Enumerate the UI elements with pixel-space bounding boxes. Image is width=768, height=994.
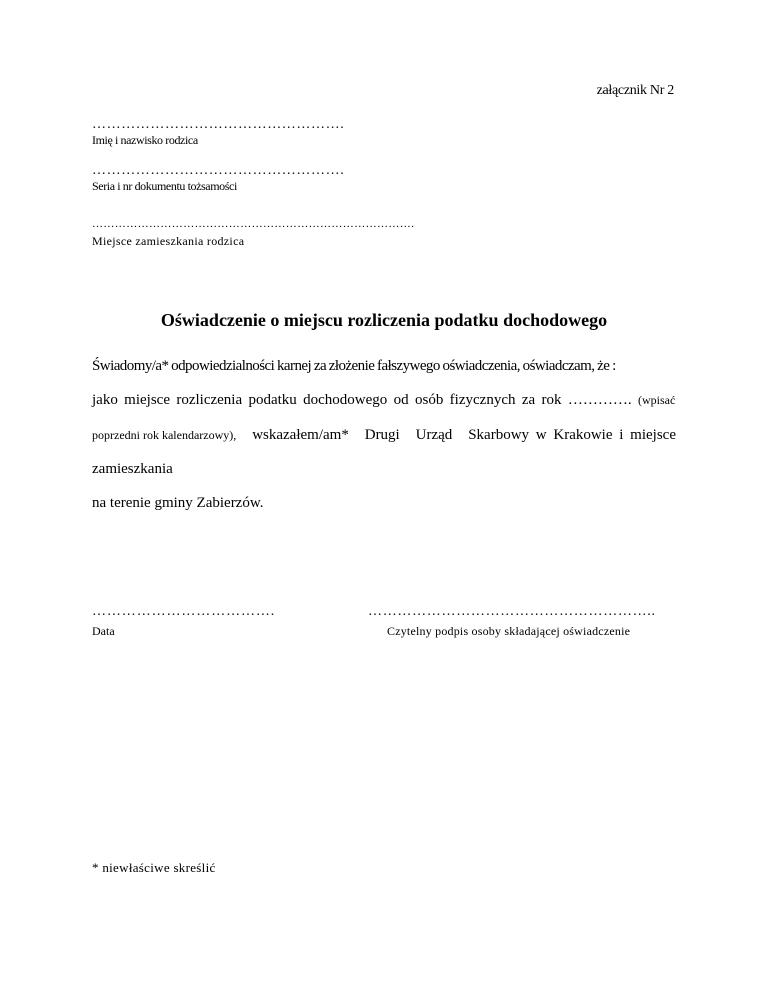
office-location: Skarbowy w Krakowie i miejsce — [468, 427, 676, 443]
statement-line-3 — [92, 427, 676, 444]
date-label: Data — [92, 624, 115, 638]
parent-name-dots: ……………………………………………. — [92, 117, 345, 132]
statement-line-2 — [92, 392, 675, 409]
residence-label: Miejsce zamieszkania rodzica — [92, 234, 245, 248]
statement-line-5: na terenie gminy Zabierzów. — [92, 495, 264, 511]
footnote: * niewłaściwe skreślić — [92, 860, 216, 875]
previous-year-note: poprzedni rok kalendarzowy), — [92, 428, 237, 442]
attachment-number: załącznik Nr 2 — [596, 83, 674, 98]
parent-name-label: Imię i nazwisko rodzica — [92, 133, 198, 147]
office-word-urzad: Urząd — [415, 427, 453, 443]
statement-line-2-note: (wpisać — [637, 393, 676, 407]
statement-line-2-main: jako miejsce rozliczenia podatku dochodowego od osób fizycznych za rok …………. — [92, 392, 632, 408]
date-dots: ………………………………. — [92, 604, 276, 619]
office-word-drugi: Drugi — [364, 427, 400, 443]
statement-line-4: zamieszkania — [92, 461, 173, 477]
declared-word: wskazałem/am* — [252, 427, 349, 443]
residence-dots: …………………………………………………………………………. — [92, 218, 415, 230]
document-title: Oświadczenie o miejscu rozliczenia podatku dochodowego — [160, 310, 608, 330]
statement-line-1: Świadomy/a* odpowiedzialności karnej za złożenie fałszywego oświadczenia, oświadczam, że : — [92, 358, 616, 374]
id-document-dots: ……………………………………………. — [92, 163, 345, 178]
signature-label: Czytelny podpis osoby składającej oświadczenie — [387, 624, 631, 638]
signature-dots: ………………………………………………….. — [368, 604, 656, 619]
id-document-label: Seria i nr dokumentu tożsamości — [92, 179, 237, 193]
